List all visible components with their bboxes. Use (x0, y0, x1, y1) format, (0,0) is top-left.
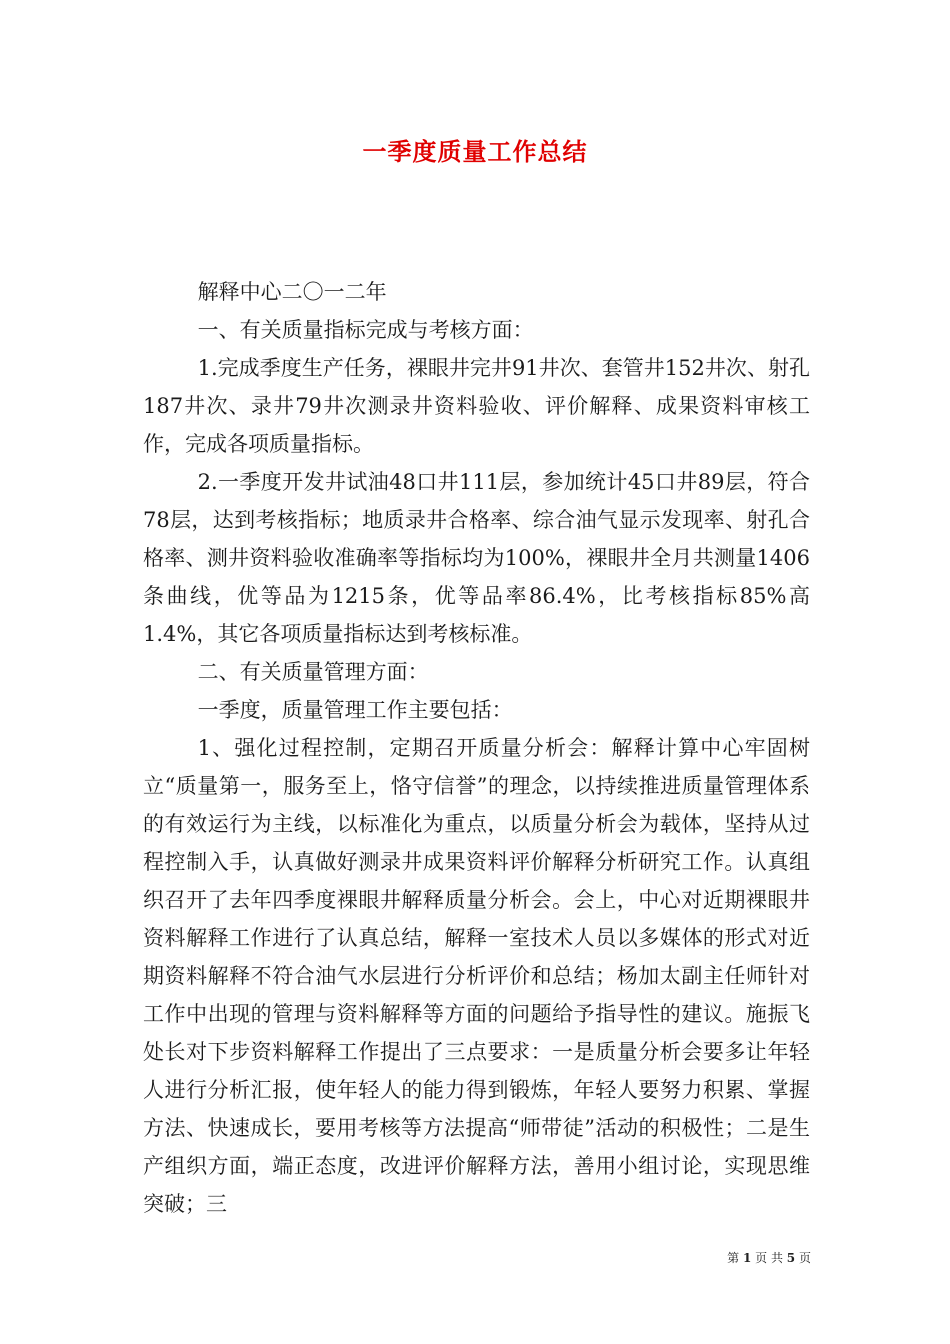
document-title: 一季度质量工作总结 (362, 137, 588, 166)
author-line: 解释中心二〇一二年 (197, 280, 387, 304)
page-total: 5 (786, 1251, 796, 1265)
document-body (143, 273, 810, 1223)
body-paragraph: 1.完成季度生产任务，裸眼井完井91井次、套管井152井次、射孔187井次、录井79井次测录井资料验收、评价解释、成果资料审核工作，完成各项质量指标。 (143, 356, 810, 456)
section-heading-1: 一、有关质量指标完成与考核方面： (197, 318, 534, 342)
body-paragraph: 一季度，质量管理工作主要包括： (197, 698, 513, 722)
body-paragraph: 1、强化过程控制，定期召开质量分析会：解释计算中心牢固树立“质量第一，服务至上，恪守信誉”的理念，以持续推进质量管理体系的有效运行为主线，以标准化为重点，以质量分析会为载体，坚持从过程控制入手，认真做好测录井成果资料评价解释分析研究工作。认真组织召开了去年四季度裸眼井解释质量分析会。会上，中心对近期裸眼井资料解释工作进行了认真总结，解释一室技术人员以多媒体的形式对近期资料解释不符合油气水层进行分析评价和总结；杨加太副主任师针对工作中出现的管理与资料解释等方面的问题给予指导性的建议。施振飞处长对下步资料解释工作提出了三点要求：一是质量分析会要多让年轻人进行分析汇报，使年轻人的能力得到锻炼，年轻人要努力积累、掌握方法、快速成长，要用考核等方法提高“师带徒”活动的积极性；二是生产组织方面，端正态度，改进评价解释方法，善用小组讨论，实现思维突破；三 (143, 736, 810, 1216)
page-prefix: 第 (727, 1251, 740, 1265)
page-current: 1 (742, 1251, 752, 1265)
page-suffix: 页 (798, 1251, 811, 1265)
page-footer (0, 1249, 811, 1266)
section-heading-2: 二、有关质量管理方面： (197, 660, 429, 684)
body-paragraph: 2.一季度开发井试油48口井111层，参加统计45口井89层，符合78层，达到考核指标；地质录井合格率、综合油气显示发现率、射孔合格率、测井资料验收准确率等指标均为100%，裸眼井全月共测量1406条曲线，优等品为1215条，优等品率86.4%，比考核指标85%高1.4%，其它各项质量指标达到考核标准。 (143, 470, 810, 646)
page-mid: 页 共 (755, 1251, 783, 1265)
